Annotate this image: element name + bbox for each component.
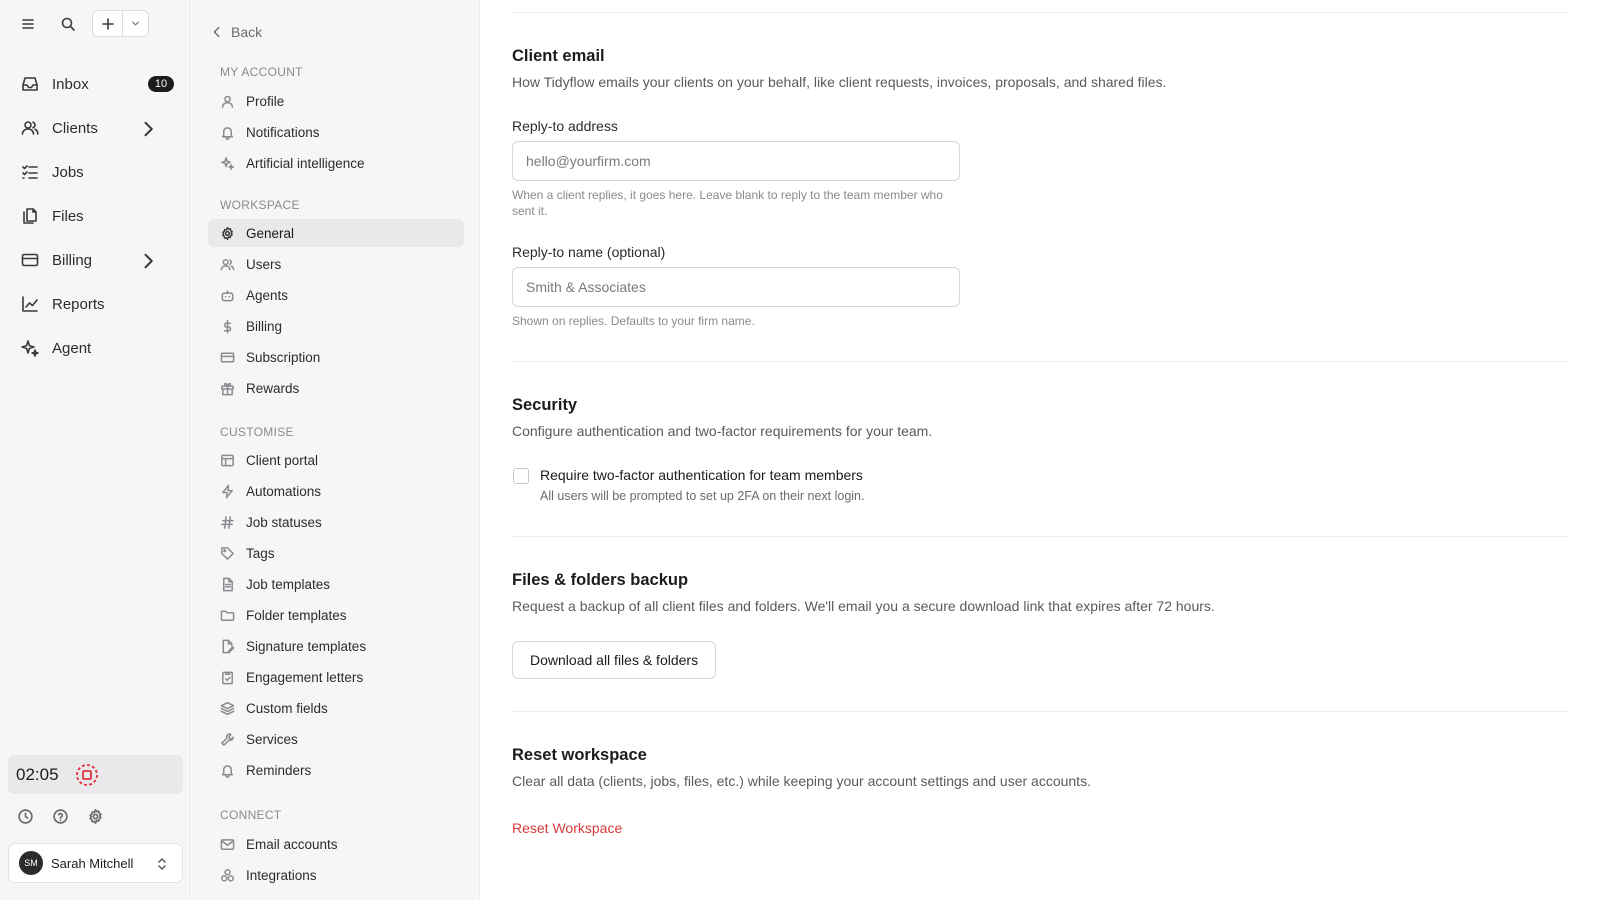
settings-item-billing[interactable] — [208, 312, 464, 340]
line-chart-icon — [20, 294, 40, 314]
plus-icon[interactable] — [93, 11, 123, 36]
settings-item-rewards[interactable] — [208, 374, 464, 402]
users-icon — [220, 257, 235, 272]
section-divider — [512, 361, 1568, 362]
section-divider — [512, 711, 1568, 712]
settings-item-agents[interactable] — [208, 281, 464, 309]
chevron-down-icon[interactable] — [123, 18, 148, 29]
section-heading-connect: CONNECT — [220, 808, 282, 822]
nav-item-agent[interactable] — [10, 330, 180, 366]
user-icon — [220, 94, 235, 109]
section-divider — [512, 536, 1568, 537]
reply-to-address-label: Reply-to address — [512, 118, 618, 134]
credit-card-icon — [220, 350, 235, 365]
settings-item-services[interactable] — [208, 725, 464, 753]
files-icon — [20, 206, 40, 226]
settings-item-automations[interactable] — [208, 477, 464, 505]
settings-item-label: Notifications — [246, 124, 320, 140]
settings-item-label: Job templates — [246, 576, 331, 592]
credit-card-icon — [20, 250, 40, 270]
dollar-sign-icon — [220, 319, 235, 334]
nav-item-files[interactable] — [10, 198, 180, 234]
layers-icon — [220, 701, 235, 716]
require-2fa-checkbox[interactable] — [513, 468, 529, 484]
timer-value: 02:05 — [16, 764, 59, 784]
settings-item-email-accounts[interactable] — [208, 830, 464, 858]
settings-item-ai[interactable] — [208, 149, 464, 177]
backup-title: Files & folders backup — [512, 571, 689, 589]
search-icon[interactable] — [56, 12, 80, 36]
settings-item-subscription[interactable] — [208, 343, 464, 371]
nav-top-bar — [16, 12, 80, 36]
settings-item-general[interactable] — [208, 219, 464, 247]
gear-icon[interactable] — [87, 808, 104, 825]
client-email-title: Client email — [512, 47, 605, 65]
sparkles-icon — [20, 338, 40, 358]
nav-item-label: Jobs — [52, 163, 84, 181]
settings-item-profile[interactable] — [208, 87, 464, 115]
avatar: SM — [19, 851, 43, 875]
security-description: Configure authentication and two-factor requirements for your team. — [512, 423, 933, 439]
gift-icon — [220, 381, 235, 396]
utility-toolbar — [17, 808, 104, 825]
backup-description: Request a backup of all client files and folders. We'll email you a secure download link that expires after 72 hours. — [512, 598, 1215, 614]
reply-to-name-label: Reply-to name (optional) — [512, 244, 666, 260]
settings-item-label: Rewards — [246, 380, 300, 396]
section-heading-workspace: WORKSPACE — [220, 198, 300, 212]
tag-icon — [220, 546, 235, 561]
reply-to-name-input[interactable] — [512, 267, 960, 307]
user-name: Sarah Mitchell — [51, 855, 134, 871]
settings-item-label: Subscription — [246, 349, 321, 365]
mail-icon — [220, 837, 235, 852]
nav-item-clients[interactable] — [10, 110, 180, 146]
chevron-right-icon[interactable] — [138, 119, 158, 139]
zap-icon — [220, 484, 235, 499]
wrench-icon — [220, 732, 235, 747]
settings-item-label: Agents — [246, 287, 289, 303]
settings-item-signature-templates[interactable] — [208, 632, 464, 660]
bell-icon — [220, 763, 235, 778]
nav-item-label: Inbox — [52, 75, 89, 93]
require-2fa-hint: All users will be prompted to set up 2FA on their next login. — [540, 489, 865, 503]
stop-recording-icon[interactable] — [75, 763, 99, 787]
gear-icon — [220, 226, 235, 241]
list-checks-icon — [20, 162, 40, 182]
back-link[interactable] — [210, 24, 262, 40]
nav-item-label: Billing — [52, 251, 93, 269]
nav-item-label: Agent — [52, 339, 92, 357]
nav-item-billing[interactable] — [10, 242, 180, 278]
settings-item-tags[interactable] — [208, 539, 464, 567]
security-title: Security — [512, 396, 578, 414]
chevron-right-icon[interactable] — [138, 251, 158, 271]
sparkles-icon — [220, 156, 235, 171]
nav-item-inbox[interactable] — [10, 66, 180, 102]
section-heading-my-account: MY ACCOUNT — [220, 65, 303, 79]
settings-item-folder-templates[interactable] — [208, 601, 464, 629]
client-email-description: How Tidyflow emails your clients on your behalf, like client requests, invoices, proposals, and shared files. — [512, 74, 1167, 90]
settings-item-notifications[interactable] — [208, 118, 464, 146]
settings-item-label: Billing — [246, 318, 283, 334]
settings-item-label: Email accounts — [246, 836, 338, 852]
section-divider — [512, 12, 1568, 13]
settings-item-label: Automations — [246, 483, 322, 499]
chevrons-up-down-icon — [154, 856, 170, 872]
hash-icon — [220, 515, 235, 530]
settings-item-reminders[interactable] — [208, 756, 464, 784]
reply-to-name-hint: Shown on replies. Defaults to your firm name. — [512, 314, 755, 328]
settings-item-custom-fields[interactable] — [208, 694, 464, 722]
reset-workspace-link[interactable]: Reset Workspace — [512, 820, 623, 836]
require-2fa-label[interactable]: Require two-factor authentication for team members — [540, 467, 863, 483]
clipboard-check-icon — [220, 670, 235, 685]
settings-item-label: Folder templates — [246, 607, 347, 623]
settings-item-label: General — [246, 225, 295, 241]
nav-item-label: Files — [52, 207, 84, 225]
settings-item-engagement-letters[interactable] — [208, 663, 464, 691]
settings-item-label: Reminders — [246, 762, 312, 778]
nav-item-label: Reports — [52, 295, 105, 313]
bot-icon — [220, 288, 235, 303]
settings-item-label: Client portal — [246, 452, 319, 468]
settings-item-job-templates[interactable] — [208, 570, 464, 598]
reply-to-address-input[interactable] — [512, 141, 960, 181]
section-heading-customise: CUSTOMISE — [220, 425, 294, 439]
settings-sidebar — [192, 0, 480, 900]
settings-content — [480, 0, 1600, 900]
help-icon[interactable] — [52, 808, 69, 825]
menu-icon[interactable] — [16, 12, 40, 36]
inbox-icon — [20, 74, 40, 94]
user-switcher[interactable] — [8, 843, 183, 883]
settings-item-label: Engagement letters — [246, 669, 364, 685]
primary-nav — [0, 0, 191, 900]
file-signature-icon — [220, 639, 235, 654]
settings-item-label: Services — [246, 731, 298, 747]
settings-item-label: Profile — [246, 93, 285, 109]
settings-item-label: Users — [246, 256, 282, 272]
settings-item-label: Signature templates — [246, 638, 367, 654]
inbox-count-badge: 10 — [148, 76, 174, 92]
download-all-files-button[interactable]: Download all files & folders — [512, 641, 716, 679]
reply-to-address-hint: When a client replies, it goes here. Leave blank to reply to the team member who sent it. — [512, 188, 943, 218]
bell-icon — [220, 125, 235, 140]
reset-workspace-description: Clear all data (clients, jobs, files, etc.) while keeping your account settings and user accounts. — [512, 773, 1091, 789]
settings-item-integrations[interactable] — [208, 861, 464, 889]
nav-item-jobs[interactable] — [10, 154, 180, 190]
file-text-icon — [220, 577, 235, 592]
settings-item-label: Integrations — [246, 867, 317, 883]
reset-workspace-title: Reset workspace — [512, 746, 647, 764]
chevron-left-icon — [210, 25, 224, 39]
integrations-icon — [220, 868, 235, 883]
time-tracker[interactable] — [8, 755, 183, 794]
settings-item-label: Job statuses — [246, 514, 322, 530]
settings-item-job-statuses[interactable] — [208, 508, 464, 536]
nav-item-label: Clients — [52, 119, 98, 137]
back-label: Back — [231, 24, 263, 40]
new-item-button[interactable] — [92, 10, 149, 37]
folder-icon — [220, 608, 235, 623]
settings-item-users[interactable] — [208, 250, 464, 278]
settings-item-client-portal[interactable] — [208, 446, 464, 474]
users-icon — [20, 118, 40, 138]
settings-item-label: Artificial intelligence — [246, 155, 365, 171]
clock-icon[interactable] — [17, 808, 34, 825]
settings-item-label: Custom fields — [246, 700, 328, 716]
settings-item-label: Tags — [246, 545, 275, 561]
nav-item-reports[interactable] — [10, 286, 180, 322]
layout-icon — [220, 453, 235, 468]
